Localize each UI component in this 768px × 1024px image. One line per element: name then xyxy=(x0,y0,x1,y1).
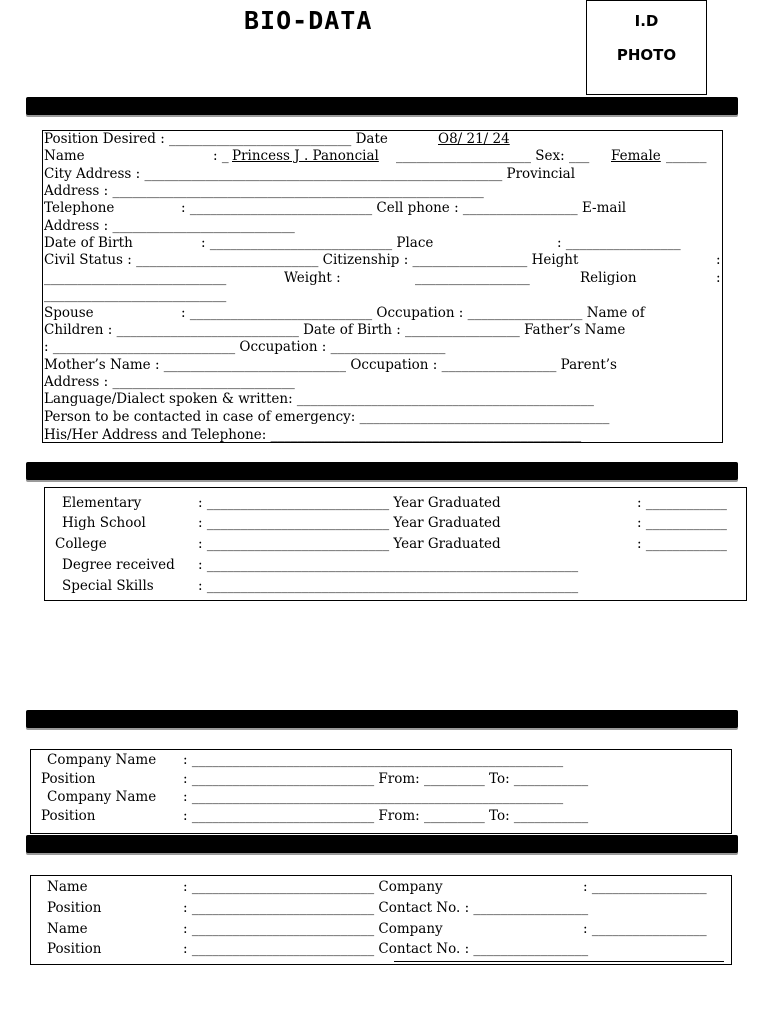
children-line[interactable]: Children : ___________________________ Date of Birth : _________________ Father’s Name xyxy=(44,322,626,338)
section-bar-employment xyxy=(26,710,738,728)
company-name-label-2: Company Name xyxy=(47,789,157,805)
section-bar-references xyxy=(26,835,738,853)
special-skills-label: Special Skills xyxy=(62,578,154,594)
special-skills-line[interactable]: : _______________________________________________________ xyxy=(198,578,579,594)
religion-colon: : xyxy=(716,270,721,286)
position-label-2: Position xyxy=(41,808,96,824)
elementary-line[interactable]: : ___________________________ Year Graduated xyxy=(198,495,501,511)
date-of-birth-place-line[interactable]: : ___________________________ Place xyxy=(201,235,434,251)
high-school-year-line[interactable]: : ____________ xyxy=(637,515,727,531)
civil-status-line[interactable]: Civil Status : ___________________________ Citizenship : _________________ Height xyxy=(44,252,579,268)
id-photo-box xyxy=(586,0,707,95)
elementary-label: Elementary xyxy=(62,495,142,511)
degree-label: Degree received xyxy=(62,557,175,573)
reference-bottom-rule xyxy=(394,961,724,962)
company-name-label: Company Name xyxy=(47,752,157,768)
spouse-line[interactable]: : ___________________________ Occupation : _________________ Name of xyxy=(181,305,645,321)
sex-line: ____________________ Sex: ___ xyxy=(396,148,590,164)
company-name-line[interactable]: : _______________________________________________________ xyxy=(183,752,564,768)
position-label: Position xyxy=(41,771,96,787)
reference-position-label: Position xyxy=(47,900,102,916)
reference-company-line[interactable]: : _________________ xyxy=(583,879,707,895)
name-label: Name xyxy=(44,148,85,164)
company-name-line-2[interactable]: : _______________________________________________________ xyxy=(183,789,564,805)
section-bar-education xyxy=(26,462,738,480)
page-title: BIO-DATA xyxy=(244,6,373,35)
weight-label: Weight : xyxy=(284,270,341,286)
reference-name-label-2: Name xyxy=(47,921,88,937)
date-value[interactable]: O8/ 21/ 24 xyxy=(438,131,510,147)
name-value[interactable]: Princess J . Panoncial xyxy=(232,148,379,164)
reference-name-label: Name xyxy=(47,879,88,895)
high-school-line[interactable]: : ___________________________ Year Graduated xyxy=(198,515,501,531)
telephone-label: Telephone xyxy=(44,200,115,216)
height-colon: : xyxy=(716,252,721,268)
religion-label: Religion xyxy=(580,270,637,286)
weight-line[interactable]: _________________ xyxy=(415,270,530,286)
reference-name-line-2[interactable]: : ___________________________ Company xyxy=(183,921,443,937)
provincial-address-line[interactable]: Address : _______________________________________________________ xyxy=(44,183,484,199)
reference-position-label-2: Position xyxy=(47,941,102,957)
college-year-line[interactable]: : ____________ xyxy=(637,536,727,552)
city-address-line[interactable]: City Address : _____________________________________________________ Provincial xyxy=(44,166,576,182)
photo-label-id: I.D xyxy=(634,12,659,30)
language-line[interactable]: Language/Dialect spoken & written: ____________________________________________ xyxy=(44,391,594,407)
section-bar-personal xyxy=(26,97,738,115)
spouse-label: Spouse xyxy=(44,305,94,321)
emergency-address-line[interactable]: His/Her Address and Telephone: ______________________________________________ xyxy=(44,427,582,443)
religion-line[interactable]: ___________________________ xyxy=(44,287,227,303)
telephone-cellphone-line[interactable]: : ___________________________ Cell phone : _________________ E-mail xyxy=(181,200,627,216)
sex-value[interactable]: Female xyxy=(611,148,661,164)
father-name-line[interactable]: : ___________________________ Occupation : _________________ xyxy=(44,339,446,355)
college-label: College xyxy=(55,536,107,552)
parents-address-line[interactable]: Address : ___________________________ xyxy=(44,374,295,390)
high-school-label: High School xyxy=(62,515,146,531)
name-colon: : _ xyxy=(213,148,229,164)
position-desired-line[interactable]: Position Desired : ___________________________ Date xyxy=(44,131,388,147)
height-line[interactable]: ___________________________ xyxy=(44,270,227,286)
sex-trailing-line: ______ xyxy=(666,148,707,164)
position-from-to-line[interactable]: : ___________________________ From: _________ To: ___________ xyxy=(183,771,589,787)
elementary-year-line[interactable]: : ____________ xyxy=(637,495,727,511)
email-address-line[interactable]: Address : ___________________________ xyxy=(44,218,295,234)
photo-label-photo: PHOTO xyxy=(616,46,677,64)
mother-name-line[interactable]: Mother’s Name : ___________________________ Occupation : _________________ Parent’s xyxy=(44,357,617,373)
degree-line[interactable]: : _______________________________________________________ xyxy=(198,557,579,573)
reference-position-line[interactable]: : ___________________________ Contact No. : _________________ xyxy=(183,900,589,916)
date-of-birth-label: Date of Birth xyxy=(44,235,133,251)
reference-name-line[interactable]: : ___________________________ Company xyxy=(183,879,443,895)
reference-company-line-2[interactable]: : _________________ xyxy=(583,921,707,937)
emergency-contact-line[interactable]: Person to be contacted in case of emergency: _____________________________________ xyxy=(44,409,610,425)
position-from-to-line-2[interactable]: : ___________________________ From: _________ To: ___________ xyxy=(183,808,589,824)
college-line[interactable]: : ___________________________ Year Graduated xyxy=(198,536,501,552)
place-line[interactable]: : _________________ xyxy=(557,235,681,251)
reference-position-line-2[interactable]: : ___________________________ Contact No. : _________________ xyxy=(183,941,589,957)
